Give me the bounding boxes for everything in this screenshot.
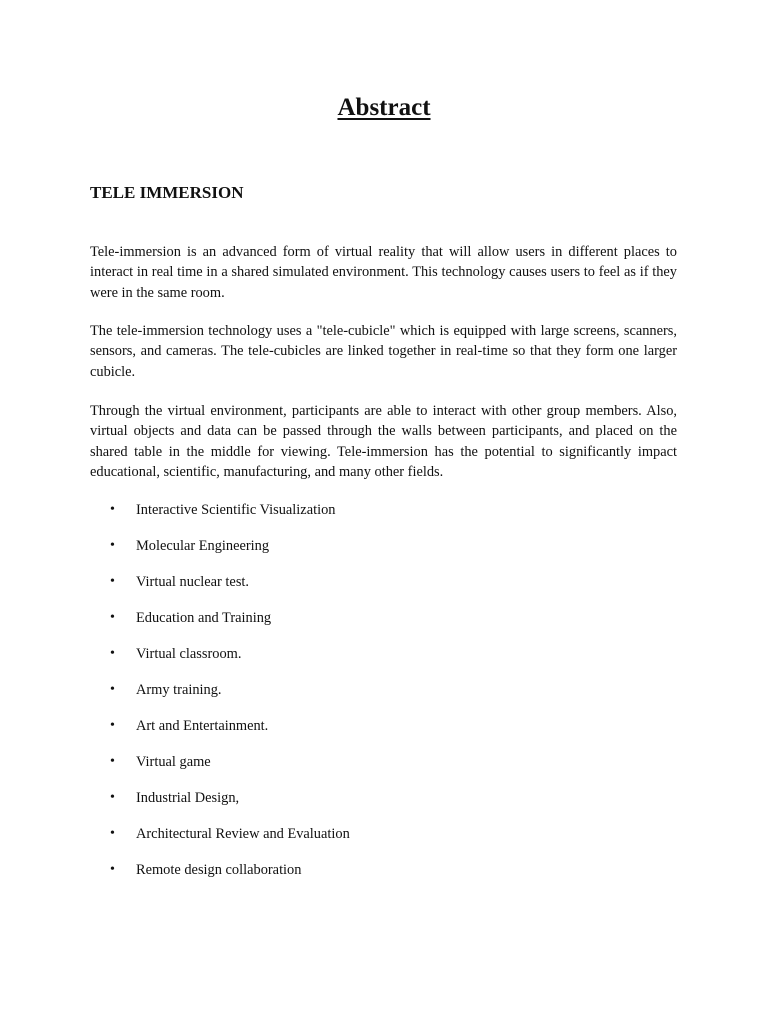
applications-list [0,500,768,896]
bullet-icon: • [110,538,115,553]
list-item [0,500,768,536]
list-item-text: Virtual game [136,754,211,770]
bullet-icon: • [110,646,115,661]
list-item-text: Interactive Scientific Visualization [136,502,336,518]
page-title: Abstract [337,94,431,121]
list-item [0,824,768,860]
list-item-text: Molecular Engineering [136,538,270,554]
list-item [0,716,768,752]
bullet-icon: • [110,610,115,625]
list-item [0,608,768,644]
paragraph-intro: Tele-immersion is an advanced form of virtual reality that will allow users in different places to interact in real time in a shared simulated environment. This technology causes users to feel as if they were in the same room. [90,244,677,301]
list-item [0,680,768,716]
list-item-text: Remote design collaboration [136,862,302,878]
list-item-text: Army training. [136,682,222,698]
paragraph-virtual-environment: Through the virtual environment, participants are able to interact with other group members. Also, virtual objects and data can be passed through the walls between participants, and placed on the shared table in the middle for viewing. Tele-immersion has the potential to significantly impact educational, scientific, manufacturing, and many other fields. [90,403,677,480]
bullet-icon: • [110,682,115,697]
list-item-text: Art and Entertainment. [136,718,269,734]
paragraph-tele-cubicle: The tele-immersion technology uses a "tele-cubicle" which is equipped with large screens, scanners, sensors, and cameras. The tele-cubicles are linked together in real-time so that they form one larger cubicle. [90,323,677,380]
bullet-icon: • [110,754,115,769]
bullet-icon: • [110,826,115,841]
list-item [0,644,768,680]
bullet-icon: • [110,502,115,517]
list-item [0,788,768,824]
bullet-icon: • [110,862,115,877]
list-item-text: Industrial Design, [136,790,240,806]
bullet-icon: • [110,718,115,733]
list-item [0,860,768,896]
bullet-icon: • [110,574,115,589]
list-item [0,752,768,788]
list-item-text: Virtual classroom. [136,646,242,662]
section-heading: TELE IMMERSION [90,183,244,202]
list-item [0,536,768,572]
bullet-icon: • [110,790,115,805]
list-item-text: Education and Training [136,610,272,626]
list-item-text: Virtual nuclear test. [136,574,250,590]
list-item-text: Architectural Review and Evaluation [136,826,350,842]
list-item [0,572,768,608]
